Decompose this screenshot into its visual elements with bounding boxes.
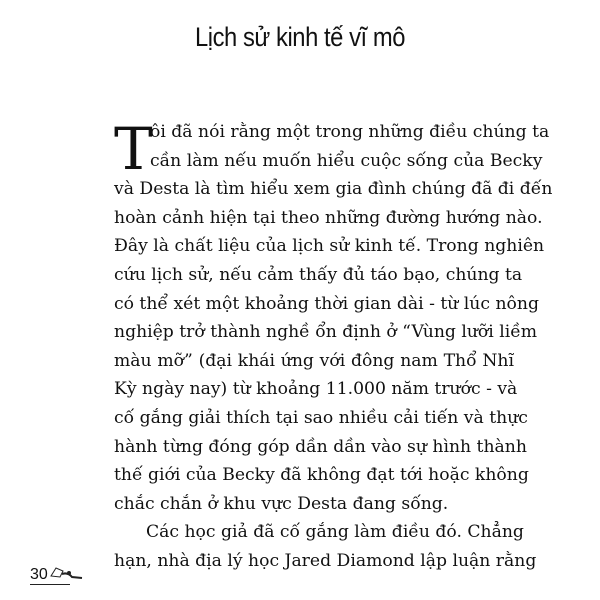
text-line: màu mỡ” (đại khái ứng với đông nam Thổ Nhĩ xyxy=(114,350,514,371)
text-line: Các học giả đã cố gắng làm điều đó. Chẳng xyxy=(146,522,524,543)
text-line: hạn, nhà địa lý học Jared Diamond lập luận rằng xyxy=(114,550,537,571)
text-line: nghiệp trở thành nghề ổn định ở “Vùng lưỡi liềm xyxy=(114,322,538,343)
body-text xyxy=(114,115,553,576)
text-line: Đây là chất liệu của lịch sử kinh tế. Trong nghiên xyxy=(114,236,545,257)
text-line: có thể xét một khoảng thời gian dài - từ lúc nông xyxy=(114,293,539,314)
text-line: thế giới của Becky đã không đạt tới hoặc không xyxy=(114,465,529,486)
text-line: và Desta là tìm hiểu xem gia đình chúng đã đi đến xyxy=(114,179,553,200)
text-line: cứu lịch sử, nếu cảm thấy đủ táo bạo, chúng ta xyxy=(114,264,523,285)
text-line: Kỳ ngày nay) từ khoảng 11.000 năm trước - và xyxy=(114,379,518,400)
text-line: cố gắng giải thích tại sao nhiều cải tiến và thực xyxy=(114,407,528,428)
text-line: chắc chắn ở khu vực Desta đang sống. xyxy=(114,493,449,514)
page-number: 30 xyxy=(30,566,48,583)
text-line: hoàn cảnh hiện tại theo những đường hướng nào. xyxy=(114,207,543,228)
chapter-title: Lịch sử kinh tế vĩ mô xyxy=(194,22,406,52)
page-footer xyxy=(30,566,70,585)
text-line: ôi đã nói rằng một trong những điều chúng ta xyxy=(150,122,550,142)
text-line: hành từng đóng góp dần dần vào sự hình thành xyxy=(114,436,527,457)
drop-cap: T xyxy=(114,115,153,183)
reading-figure-icon xyxy=(48,564,88,582)
text-line: cần làm nếu muốn hiểu cuộc sống của Becky xyxy=(150,150,543,171)
